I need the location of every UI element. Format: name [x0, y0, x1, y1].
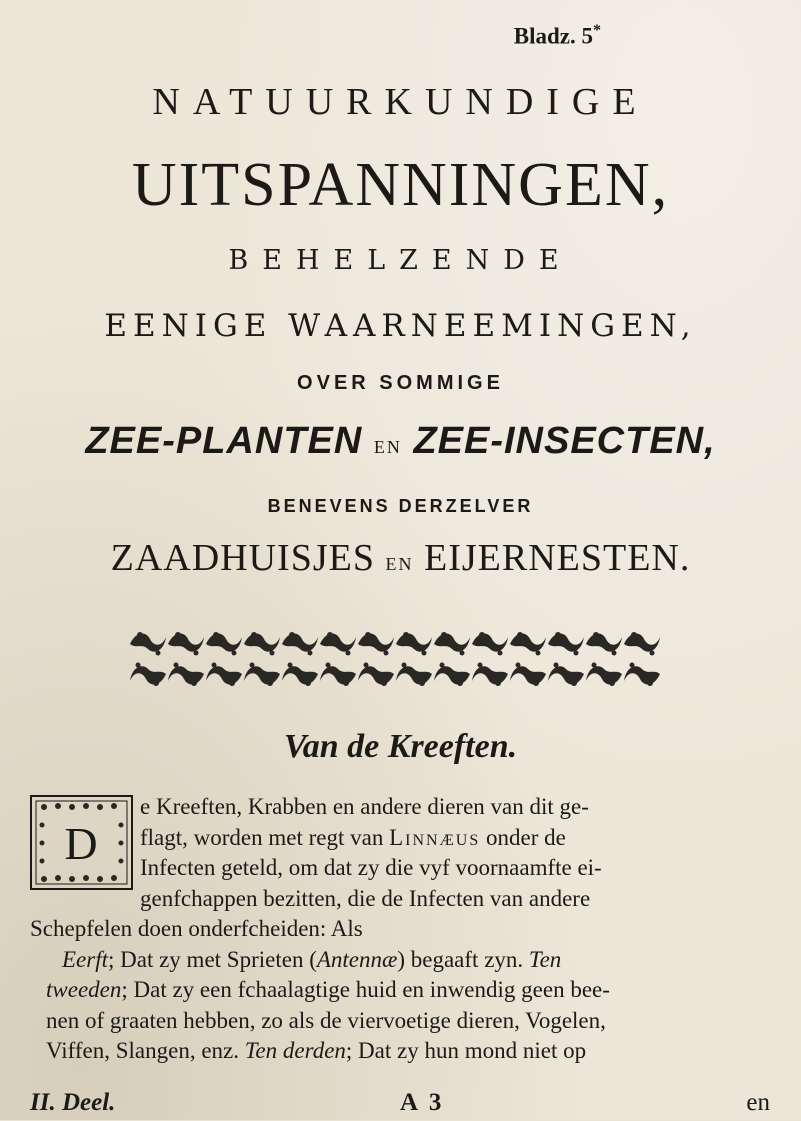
- body-line-7: [30, 975, 770, 1006]
- ornament-row-bottom: [130, 663, 660, 687]
- body-line-2a: flagt, worden met regt van: [140, 824, 390, 850]
- body-line-1: e Kreeften, Krabben en andere dieren van dit ge-: [140, 794, 589, 819]
- author-linnaeus: Linnæus: [389, 824, 481, 850]
- body-line-6d: ) begaaft zyn.: [397, 946, 529, 972]
- page-star: *: [593, 22, 601, 39]
- body-line-7b: ; Dat zy een fchaalagtige huid en inwendig geen bee-: [121, 977, 610, 1002]
- body-line-3: Infecten geteld, om dat zy die vyf voornaamfte ei-: [140, 855, 602, 880]
- catchword: en: [746, 1089, 770, 1116]
- body-line-9a: Viffen, Slangen, enz.: [46, 1038, 245, 1063]
- body-tweeden: tweeden: [46, 977, 122, 1002]
- page-label: Bladz. 5: [513, 23, 593, 49]
- section-title: Van de Kreeften.: [283, 728, 518, 765]
- title-line-6: [0, 420, 801, 463]
- title-zee-planten: ZEE-PLANTEN: [85, 420, 363, 462]
- title-line-7: BENEVENS DERZELVER: [267, 496, 534, 516]
- title-eijernesten: EIJERNESTEN.: [423, 537, 691, 579]
- body-antennae: Antennæ: [316, 946, 398, 972]
- body-line-6b: ; Dat zy met Sprieten (: [108, 946, 317, 972]
- title-line-5: OVER SOMMIGE: [297, 372, 504, 394]
- body-line-9c: ; Dat zy hun mond niet op: [345, 1038, 587, 1063]
- page-footer: [30, 1089, 770, 1121]
- dropcap-letter: D: [64, 818, 98, 869]
- ornament-row-top: [130, 632, 660, 656]
- title-line-8: [0, 536, 801, 580]
- body-line-5: Schepfelen doen onderfcheiden: Als: [30, 916, 363, 941]
- body-line-2c: onder de: [480, 824, 566, 850]
- body-eerst: Eerft: [62, 946, 108, 972]
- body-line-4: genfchappen bezitten, die de Infecten van andere: [140, 885, 591, 911]
- title-zaadhuisjes: ZAADHUISJES: [110, 537, 375, 579]
- volume-label: II. Deel.: [30, 1089, 116, 1116]
- body-line-8: nen of graaten hebben, zo als de viervoetige dieren, Vogelen,: [46, 1007, 606, 1033]
- body-ten-derden: Ten derden: [244, 1038, 346, 1063]
- title-zee-insecten: ZEE-INSECTEN,: [413, 420, 716, 462]
- title-line-3: BEHELZENDE: [228, 245, 573, 276]
- body-line-9: [30, 1036, 770, 1067]
- title-line-1: NATUURKUNDIGE: [152, 81, 649, 123]
- body-ten: Ten: [528, 946, 562, 972]
- title-line-2: UITSPANNINGEN,: [131, 151, 670, 219]
- body-line-2: [30, 823, 770, 854]
- signature-mark: A 3: [400, 1089, 445, 1116]
- body-line-6: [30, 945, 770, 976]
- body-paragraph: [30, 792, 770, 1067]
- title-en-1: EN: [373, 437, 402, 457]
- title-en-2: EN: [385, 554, 414, 574]
- page-number: [514, 22, 601, 50]
- decorative-border-ornament: [130, 625, 660, 693]
- title-line-4: EENIGE WAARNEEMINGEN,: [104, 308, 697, 344]
